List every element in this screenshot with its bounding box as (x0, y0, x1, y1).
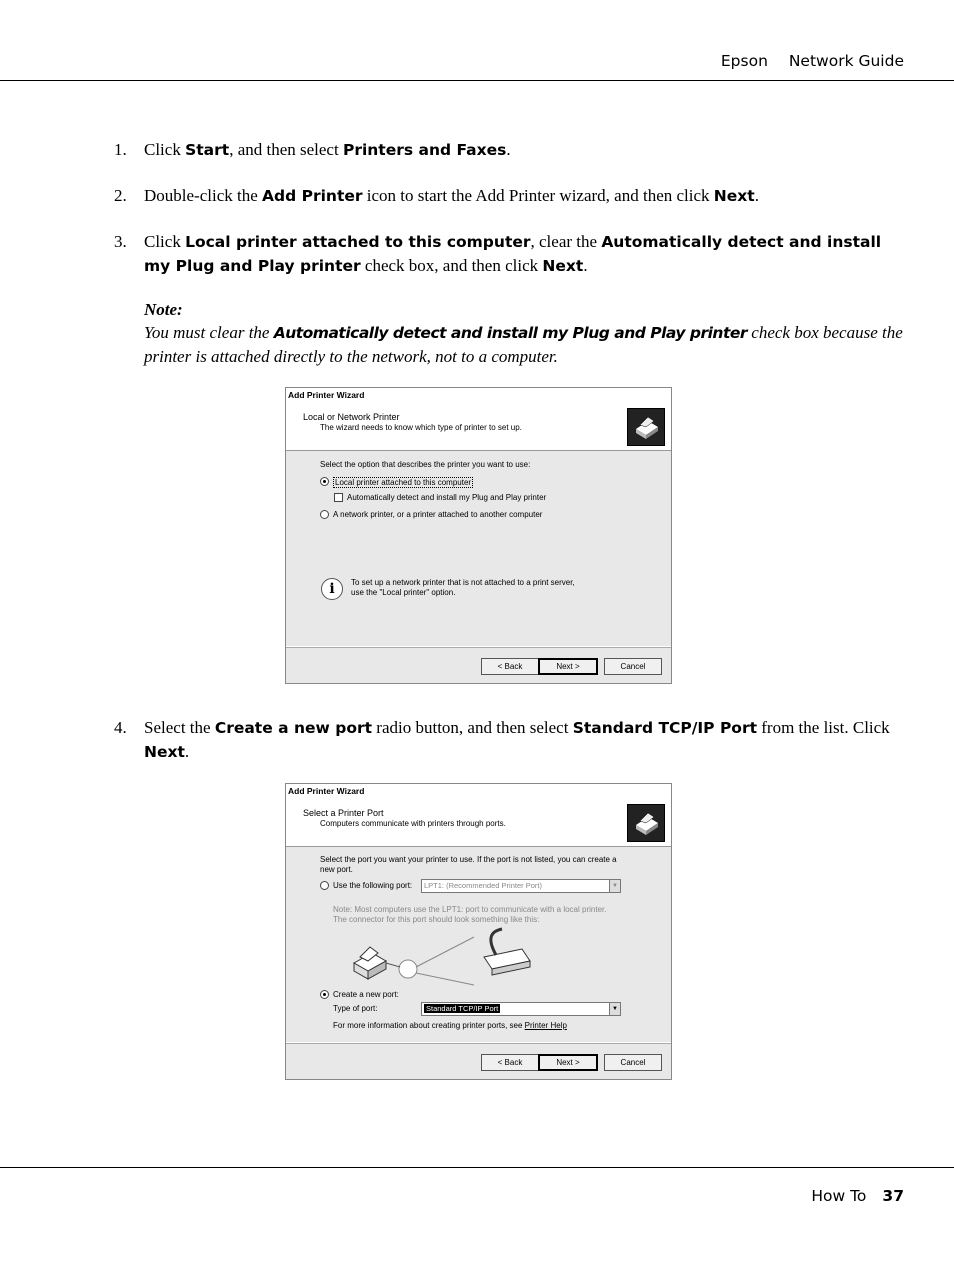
printer-help-link[interactable]: Printer Help (524, 1021, 567, 1030)
port-note-line-2: The connector for this port should look something like this: (333, 915, 540, 924)
info-text-line-1: To set up a network printer that is not attached to a print server, (351, 578, 575, 587)
next-button[interactable]: Next > (538, 658, 598, 675)
existing-port-select[interactable] (421, 879, 621, 893)
dialog-footer (286, 1043, 671, 1080)
chevron-down-icon: ▼ (609, 1003, 620, 1015)
step-1 (114, 138, 894, 162)
create-new-port-radio[interactable] (320, 990, 329, 999)
back-button[interactable]: < Back (481, 1054, 539, 1071)
note-title: Note: (144, 300, 183, 319)
dialog-heading: Select a Printer Port (303, 808, 384, 818)
step-text: Click (144, 140, 186, 159)
step-keyword: Automatically detect and install my Plug and Play printer (144, 233, 882, 275)
port-type-select[interactable] (421, 1002, 621, 1016)
header-brand: Epson (720, 52, 768, 70)
create-new-port-label[interactable]: Create a new port: (333, 990, 399, 999)
step-keyword: Local printer attached to this computer (185, 233, 531, 251)
dialog-body (286, 847, 671, 1042)
note-text: You must clear the (144, 323, 274, 342)
printer-connector-illustration (346, 927, 546, 989)
auto-detect-label[interactable]: Automatically detect and install my Plug and Play printer (347, 493, 547, 502)
add-printer-wizard-dialog-1 (285, 387, 672, 684)
local-printer-radio[interactable] (320, 477, 329, 486)
step-text: , clear the (530, 232, 602, 251)
next-button[interactable]: Next > (538, 1054, 598, 1071)
step-text: . (184, 742, 190, 761)
step-keyword: Add Printer (262, 187, 363, 205)
info-text-line-2: use the "Local printer" option. (351, 588, 456, 597)
step-text: . (754, 186, 759, 205)
existing-port-value: LPT1: (Recommended Printer Port) (424, 881, 542, 890)
use-following-port-radio[interactable] (320, 881, 329, 890)
network-printer-radio[interactable] (320, 510, 329, 519)
step-number: 1. (114, 140, 127, 159)
cancel-button[interactable]: Cancel (604, 1054, 662, 1071)
add-printer-wizard-dialog-2 (285, 783, 672, 1080)
footer-section: How To (811, 1187, 867, 1205)
step-number: 2. (114, 186, 127, 205)
dialog-body (286, 451, 671, 646)
step-keyword: Printers and Faxes (342, 141, 507, 159)
step-text: , and then select (229, 140, 343, 159)
step-keyword: Start (185, 141, 230, 159)
printer-wizard-icon (627, 408, 665, 446)
step-text: Double-click the (144, 186, 263, 205)
chevron-down-icon: ▼ (609, 880, 620, 892)
step-text: Click (144, 232, 186, 251)
step-keyword: Next (144, 743, 185, 761)
port-type-value: Standard TCP/IP Port (426, 1004, 499, 1013)
step-number: 4. (114, 718, 127, 737)
cancel-button[interactable]: Cancel (604, 658, 662, 675)
step-text: Select the (144, 718, 215, 737)
use-following-port-label[interactable]: Use the following port: (333, 881, 413, 890)
help-text (333, 1021, 567, 1030)
step-text: from the list. Click (757, 718, 890, 737)
info-icon: i (321, 578, 343, 600)
step-keyword: Standard TCP/IP Port (572, 719, 757, 737)
dialog-header (286, 402, 671, 451)
dialog-title: Add Printer Wizard (286, 388, 672, 403)
note-keyword: Automatically detect and install my Plug and Play printer (273, 324, 748, 342)
step-text: . (506, 140, 511, 159)
step-4 (114, 716, 894, 764)
step-text: radio button, and then select (372, 718, 573, 737)
port-prompt-line-2: new port. (320, 865, 353, 874)
printer-wizard-icon (627, 804, 665, 842)
type-of-port-label: Type of port: (333, 1004, 378, 1013)
step-text: icon to start the Add Printer wizard, and then click (362, 186, 714, 205)
note-block (144, 298, 904, 368)
step-keyword: Next (542, 257, 584, 275)
option-prompt: Select the option that describes the printer you want to use: (320, 460, 531, 469)
local-printer-label[interactable]: Local printer attached to this computer (335, 478, 472, 487)
step-text: check box, and then click (360, 256, 543, 275)
network-printer-label[interactable]: A network printer, or a printer attached to another computer (333, 510, 543, 519)
step-number: 3. (114, 232, 127, 251)
step-keyword: Create a new port (214, 719, 373, 737)
dialog-header (286, 798, 671, 847)
help-prefix: For more information about creating printer ports, see (333, 1021, 525, 1030)
dialog-heading: Local or Network Printer (303, 412, 400, 422)
step-keyword: Next (713, 187, 755, 205)
port-note-line-1: Note: Most computers use the LPT1: port to communicate with a local printer. (333, 905, 607, 914)
header-rule (0, 80, 954, 81)
note-text: check box because the printer is attached directly to the network, not to a computer. (144, 323, 903, 366)
dialog-subheading: The wizard needs to know which type of printer to set up. (320, 423, 522, 432)
page-header (705, 52, 904, 70)
auto-detect-checkbox[interactable] (334, 493, 343, 502)
dialog-subheading: Computers communicate with printers through ports. (320, 819, 506, 828)
step-text: . (583, 256, 588, 275)
page-number: 37 (882, 1187, 904, 1205)
port-prompt-line-1: Select the port you want your printer to use. If the port is not listed, you can create a (320, 855, 617, 864)
back-button[interactable]: < Back (481, 658, 539, 675)
dialog-title: Add Printer Wizard (286, 784, 672, 799)
footer-rule (0, 1167, 954, 1168)
page-footer (811, 1187, 904, 1205)
dialog-footer (286, 647, 671, 684)
step-2 (114, 184, 894, 208)
step-3 (114, 230, 894, 278)
header-guide-title: Network Guide (788, 52, 904, 70)
